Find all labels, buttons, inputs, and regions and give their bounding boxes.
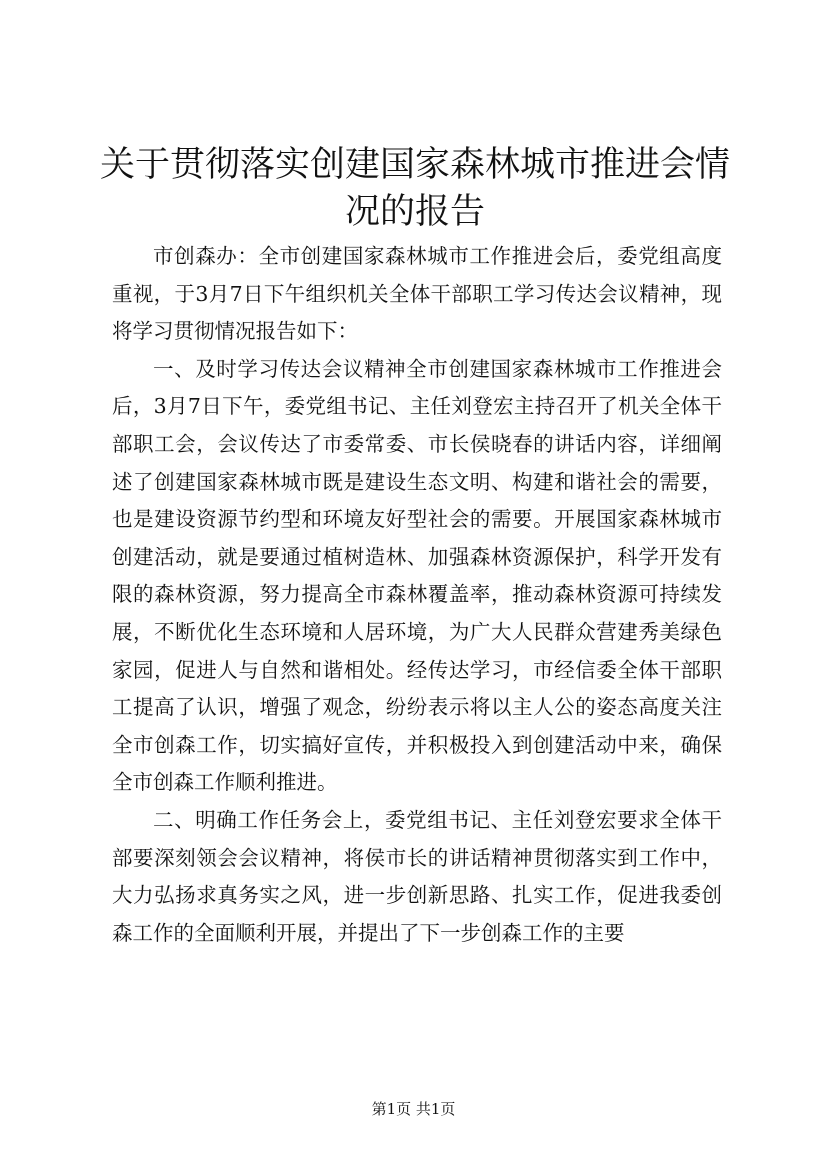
document-title: 关于贯彻落实创建国家森林城市推进会情况的报告 (99, 145, 730, 232)
paragraph-salutation: 市创森办：全市创建国家森林城市工作推进会后，委党组高度重视，于3月7日下午组织机关全体干部职工学习传达会议精神，现将学习贯彻情况报告如下： (112, 244, 722, 344)
paragraph-section-two: 二、明确工作任务会上，委党组书记、主任刘登宏要求全体干部要深刻领会会议精神，将侯市长的讲话精神贯彻落实到工作中，大力弘扬求真务实之风，进一步创新思路、扎实工作，促进我委创森工作的全面顺利开展，并提出了下一步创森工作的主要 (112, 807, 722, 945)
paragraph-section-one: 一、及时学习传达会议精神全市创建国家森林城市工作推进会后，3月7日下午，委党组书记、主任刘登宏主持召开了机关全体干部职工会，会议传达了市委常委、市长侯晓春的讲话内容，详细阐述了创建国家森林城市既是建设生态文明、构建和谐社会的需要，也是建设资源节约型和环境友好型社会的需要。开展国家森林城市创建活动，就是要通过植树造林、加强森林资源保护，科学开发有限的森林资源，努力提高全市森林覆盖率，推动森林资源可持续发展，不断优化生态环境和人居环境，为广大人民群众营建秀美绿色家园，促进人与自然和谐相处。经传达学习，市经信委全体干部职工提高了认识，增强了观念，纷纷表示将以主人公的姿态高度关注全市创森工作，切实搞好宣传，并积极投入到创建活动中来，确保全市创森工作顺利推进。 (112, 356, 722, 795)
document-body (112, 238, 722, 952)
page-footer: 第1页 共1页 (371, 1100, 456, 1118)
